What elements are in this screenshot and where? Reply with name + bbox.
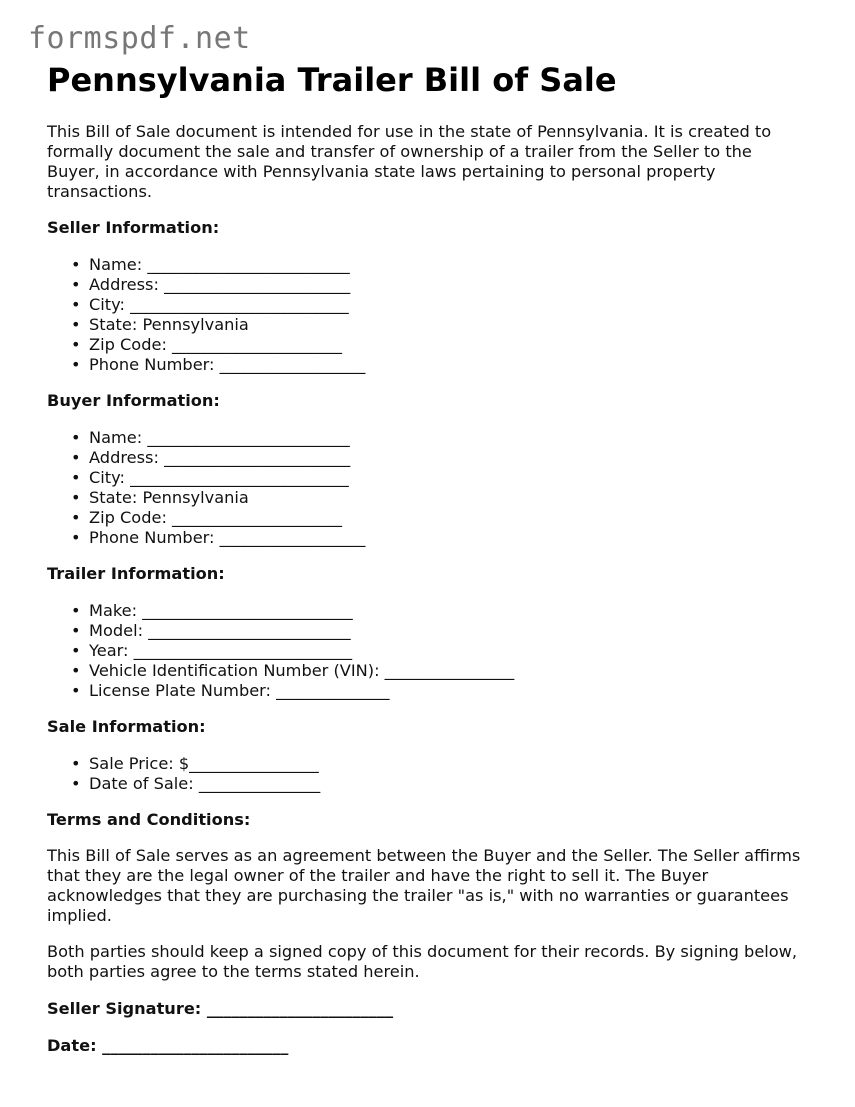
seller-address-item: • Address: _______________________: [89, 275, 807, 295]
trailer-year-item: • Year: ___________________________: [89, 641, 807, 661]
buyer-city-item: • City: ___________________________: [89, 468, 807, 488]
sale-heading: Sale Information:: [47, 717, 206, 736]
terms-paragraph-1: This Bill of Sale serves as an agreement between the Buyer and the Seller. The Seller affirms that they are the legal owner of the trailer and have the right to sell it. The Buyer acknowledges that they are purchasing the trailer "as is," with no warranties or guarantees implied.: [47, 846, 801, 925]
seller-signature-line: Seller Signature: _______________________: [47, 999, 394, 1018]
watermark: formspdf.net: [28, 21, 251, 56]
trailer-plate-item: • License Plate Number: ______________: [89, 681, 807, 701]
trailer-model-item: • Model: _________________________: [89, 621, 807, 641]
buyer-heading: Buyer Information:: [47, 391, 220, 410]
buyer-phone-item: • Phone Number: __________________: [89, 528, 807, 548]
trailer-vin-item: • Vehicle Identification Number (VIN): ________________: [89, 661, 807, 681]
sale-date-item: • Date of Sale: _______________: [89, 774, 807, 794]
terms-heading: Terms and Conditions:: [47, 810, 251, 829]
buyer-state-item: • State: Pennsylvania: [89, 488, 807, 508]
document-title: Pennsylvania Trailer Bill of Sale: [47, 61, 617, 99]
seller-state-item: • State: Pennsylvania: [89, 315, 807, 335]
seller-zip-item: • Zip Code: _____________________: [89, 335, 807, 355]
document: [47, 60, 807, 1056]
seller-name-item: • Name: _________________________: [89, 255, 807, 275]
buyer-list: [47, 428, 807, 548]
seller-heading: Seller Information:: [47, 218, 220, 237]
intro-paragraph: This Bill of Sale document is intended for use in the state of Pennsylvania. It is created to formally document the sale and transfer of ownership of a trailer from the Seller to the Buyer, in accordance with Pennsylvania state laws pertaining to personal property transactions.: [47, 122, 772, 201]
sale-price-item: • Sale Price: $________________: [89, 754, 807, 774]
seller-phone-item: • Phone Number: __________________: [89, 355, 807, 375]
buyer-address-item: • Address: _______________________: [89, 448, 807, 468]
date-line: Date: _______________________: [47, 1036, 289, 1055]
trailer-heading: Trailer Information:: [47, 564, 225, 583]
terms-paragraph-2: Both parties should keep a signed copy of this document for their records. By signing below, both parties agree to the terms stated herein.: [47, 942, 798, 981]
sale-list: [47, 754, 807, 794]
trailer-make-item: • Make: __________________________: [89, 601, 807, 621]
trailer-list: [47, 601, 807, 701]
seller-list: [47, 255, 807, 375]
buyer-name-item: • Name: _________________________: [89, 428, 807, 448]
buyer-zip-item: • Zip Code: _____________________: [89, 508, 807, 528]
seller-city-item: • City: ___________________________: [89, 295, 807, 315]
